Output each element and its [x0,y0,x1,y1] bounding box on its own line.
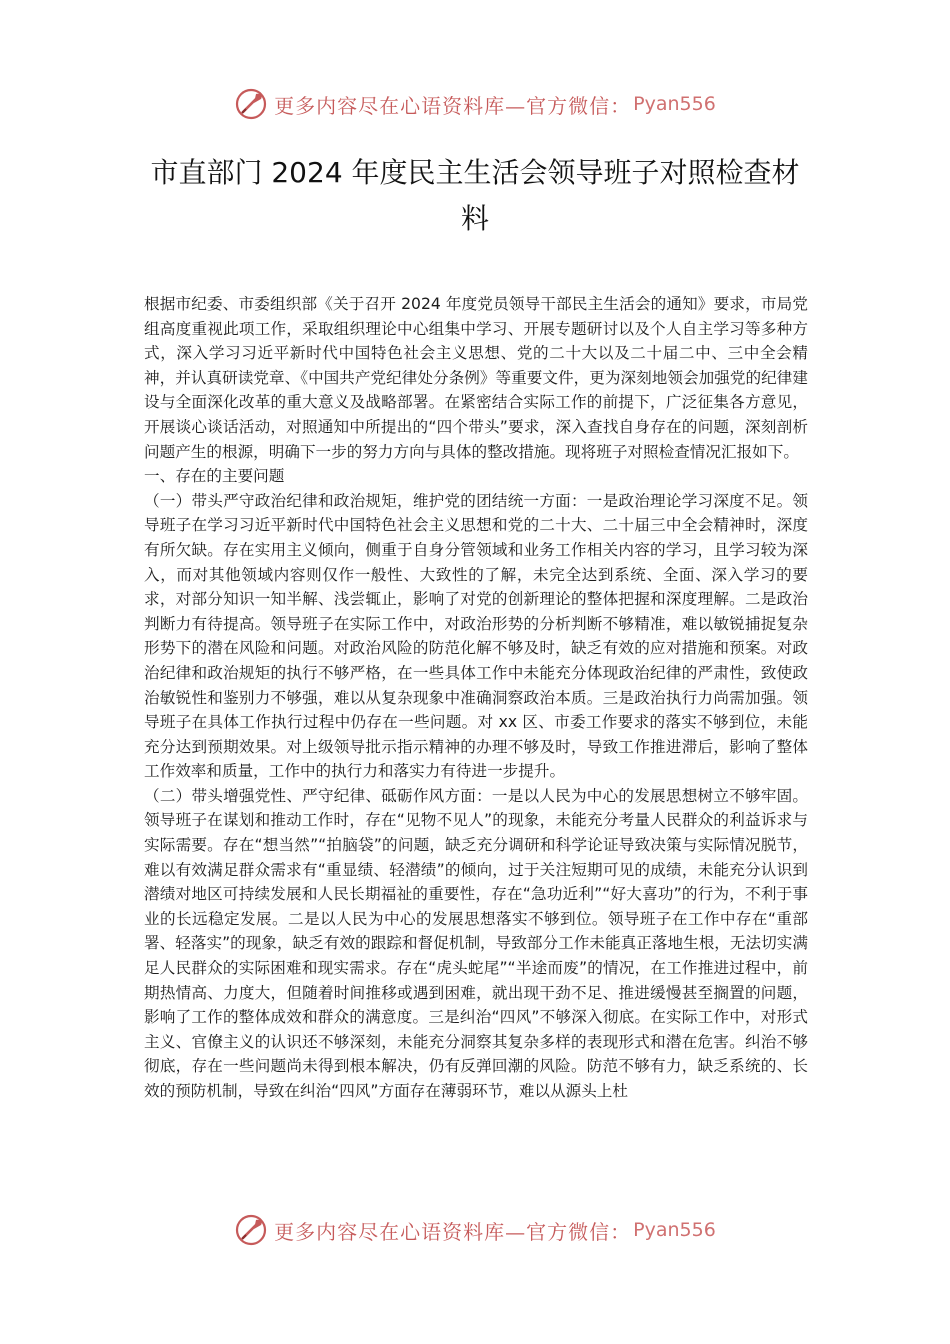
pen-quill-icon [234,87,268,121]
watermark-wechat: Pyan556 [633,93,716,115]
pen-quill-icon [234,1213,268,1247]
section-heading: 一、存在的主要问题 [144,467,285,486]
watermark-wechat: Pyan556 [633,1219,716,1241]
watermark-text: 更多内容尽在心语资料库—官方微信： [274,1219,632,1244]
watermark-banner-top [0,84,950,124]
watermark-text: 更多内容尽在心语资料库—官方微信： [274,93,632,118]
watermark-banner-bottom [0,1210,950,1250]
intro-paragraph: 根据市纪委、市委组织部《关于召开 2024 年度党员领导干部民主生活会的通知》要求，市局党组高度重视此项工作，采取组织理论中心组集中学习、开展专题研讨以及个人自主学习等多种方式，深入学习习近平新时代中国特色社会主义思想、党的二十大以及二十届二中、三中全会精神，并认真研读党章、《中国共产党纪律处分条例》等重要文件，更为深刻地领会加强党的纪律建设与全面深化改革的重大意义及战略部署。在紧密结合实际工作的前提下，广泛征集各方意见，开展谈心谈话活动，对照通知中所提出的“四个带头”要求，深入查找自身存在的问题，深刻剖析问题产生的根源，明确下一步的努力方向与具体的整改措施。现将班子对照检查情况汇报如下。 [144,295,808,461]
document-title: 市直部门 2024 年度民主生活会领导班子对照检查材料 [150,156,800,235]
paragraph-2: （二）带头增强党性、严守纪律、砥砺作风方面：一是以人民为中心的发展思想树立不够牢固。领导班子在谋划和推动工作时，存在“见物不见人”的现象，未能充分考量人民群众的利益诉求与实际需要。存在“想当然”“拍脑袋”的问题，缺乏充分调研和科学论证导致决策与实际情况脱节，难以有效满足群众需求有“重显绩、轻潜绩”的倾向，过于关注短期可见的成绩，未能充分认识到潜绩对地区可持续发展和人民长期福祉的重要性，存在“急功近利”“好大喜功”的行为，不利于事业的长远稳定发展。二是以人民为中心的发展思想落实不够到位。领导班子在工作中存在“重部署、轻落实”的现象，缺乏有效的跟踪和督促机制，导致部分工作未能真正落地生根，无法切实满足人民群众的实际困难和现实需求。存在“虎头蛇尾”“半途而废”的情况，在工作推进过程中，前期热情高、力度大，但随着时间推移或遇到困难，就出现干劲不足、推进缓慢甚至搁置的问题，影响了工作的整体成效和群众的满意度。三是纠治“四风”不够深入彻底。在实际工作中，对形式主义、官僚主义的认识还不够深刻，未能充分洞察其复杂多样的表现形式和潜在危害。纠治不够彻底，存在一些问题尚未得到根本解决，仍有反弹回潮的风险。防范不够有力，缺乏系统的、长效的预防机制，导致在纠治“四风”方面存在薄弱环节，难以从源头上杜 [144,786,808,1100]
paragraph-1: （一）带头严守政治纪律和政治规矩，维护党的团结统一方面：一是政治理论学习深度不足。领导班子在学习习近平新时代中国特色社会主义思想和党的二十大、二十届三中全会精神时，深度有所欠缺。存在实用主义倾向，侧重于自身分管领域和业务工作相关内容的学习，且学习较为深入，而对其他领域内容则仅作一般性、大致性的了解，未完全达到系统、全面、深入学习的要求，对部分知识一知半解、浅尝辄止，影响了对党的创新理论的整体把握和深度理解。二是政治判断力有待提高。领导班子在实际工作中，对政治形势的分析判断不够精准，难以敏锐捕捉复杂形势下的潜在风险和问题。对政治风险的防范化解不够及时，缺乏有效的应对措施和预案。对政治纪律和政治规矩的执行不够严格，在一些具体工作中未能充分体现政治纪律的严肃性，致使政治敏锐性和鉴别力不够强，难以从复杂现象中准确洞察政治本质。三是政治执行力尚需加强。领导班子在具体工作执行过程中仍存在一些问题。对 xx 区、市委工作要求的落实不够到位，未能充分达到预期效果。对上级领导批示指示精神的办理不够及时，导致工作推进滞后，影响了整体工作效率和质量，工作中的执行力和落实力有待进一步提升。 [144,491,808,781]
document-body [144,292,808,1104]
